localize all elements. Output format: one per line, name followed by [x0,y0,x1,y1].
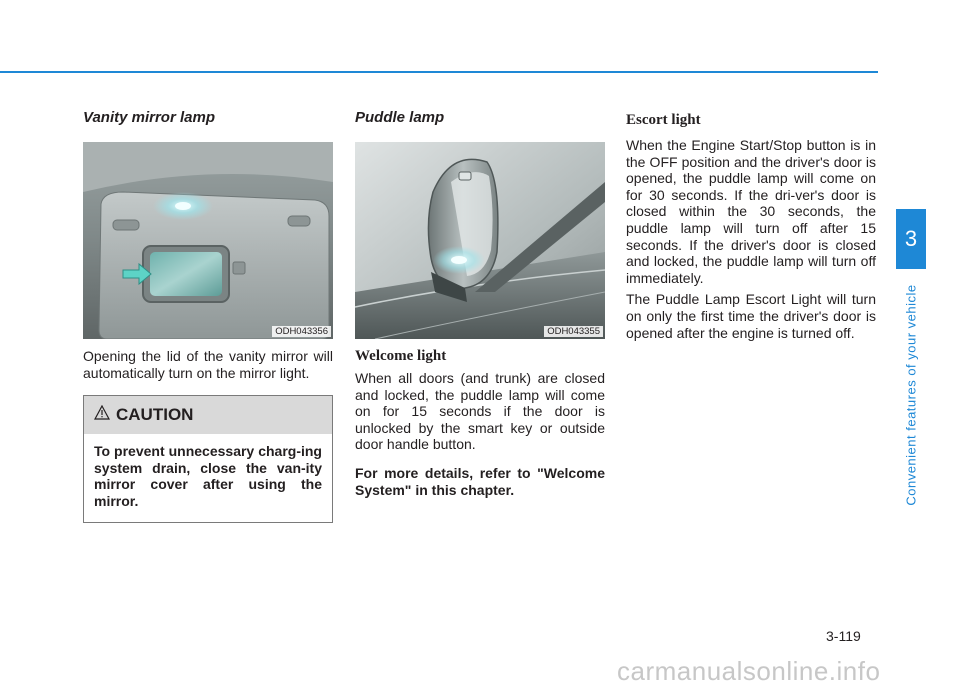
escort-light-heading: Escort light [626,112,701,128]
vanity-mirror-illustration [83,142,333,339]
vanity-mirror-heading: Vanity mirror lamp [83,109,215,126]
side-mirror-illustration [355,142,605,339]
puddle-lamp-figure [355,142,605,339]
caution-header [84,396,332,434]
top-rule [0,71,878,73]
chapter-number: 3 [904,226,918,251]
caution-text: To prevent unnecessary charg-ing system drain, close the van-ity mirror cover after using the mirror. [94,443,322,509]
welcome-light-note: For more details, refer to "Welcome System" in this chapter. [355,464,605,498]
vanity-mirror-text: Opening the lid of the vanity mirror will automatically turn on the mirror light. [83,348,333,381]
puddle-lamp-section [355,108,605,498]
escort-light-text-2: The Puddle Lamp Escort Light will turn on only the first time the driver's door is opened after the engine is turned off. [626,291,876,341]
caution-title: CAUTION [116,405,194,425]
escort-light-text-1: When the Engine Start/Stop button is in the OFF position and the driver's door is opened, the puddle lamp will come on for 30 seconds. If the dri-ver's door is closed within the 30 seconds, the puddle lamp will turn off after 15 seconds. If the driver's door is closed and locked, the puddle lamp will turn off immediately. [626,137,876,286]
puddle-lamp-heading: Puddle lamp [355,109,445,126]
vanity-mirror-figure [83,142,333,339]
page-number: 3-119 [826,628,861,644]
welcome-light-text: When all doors (and trunk) are closed and locked, the puddle lamp will come on for 15 seconds if the door is unlocked by the smart key or outside door handle button. [355,370,605,453]
figure-code: ODH043356 [272,326,331,337]
figure-code: ODH043355 [544,326,603,337]
caution-box [83,395,333,522]
watermark: carmanualsonline.info [617,656,881,686]
chapter-title: Convenient features of your vehicle [903,284,919,506]
vanity-mirror-section [83,108,333,523]
warning-icon [94,405,110,425]
welcome-light-heading: Welcome light [355,348,447,364]
escort-light-section [626,111,876,341]
chapter-tab [896,209,926,269]
